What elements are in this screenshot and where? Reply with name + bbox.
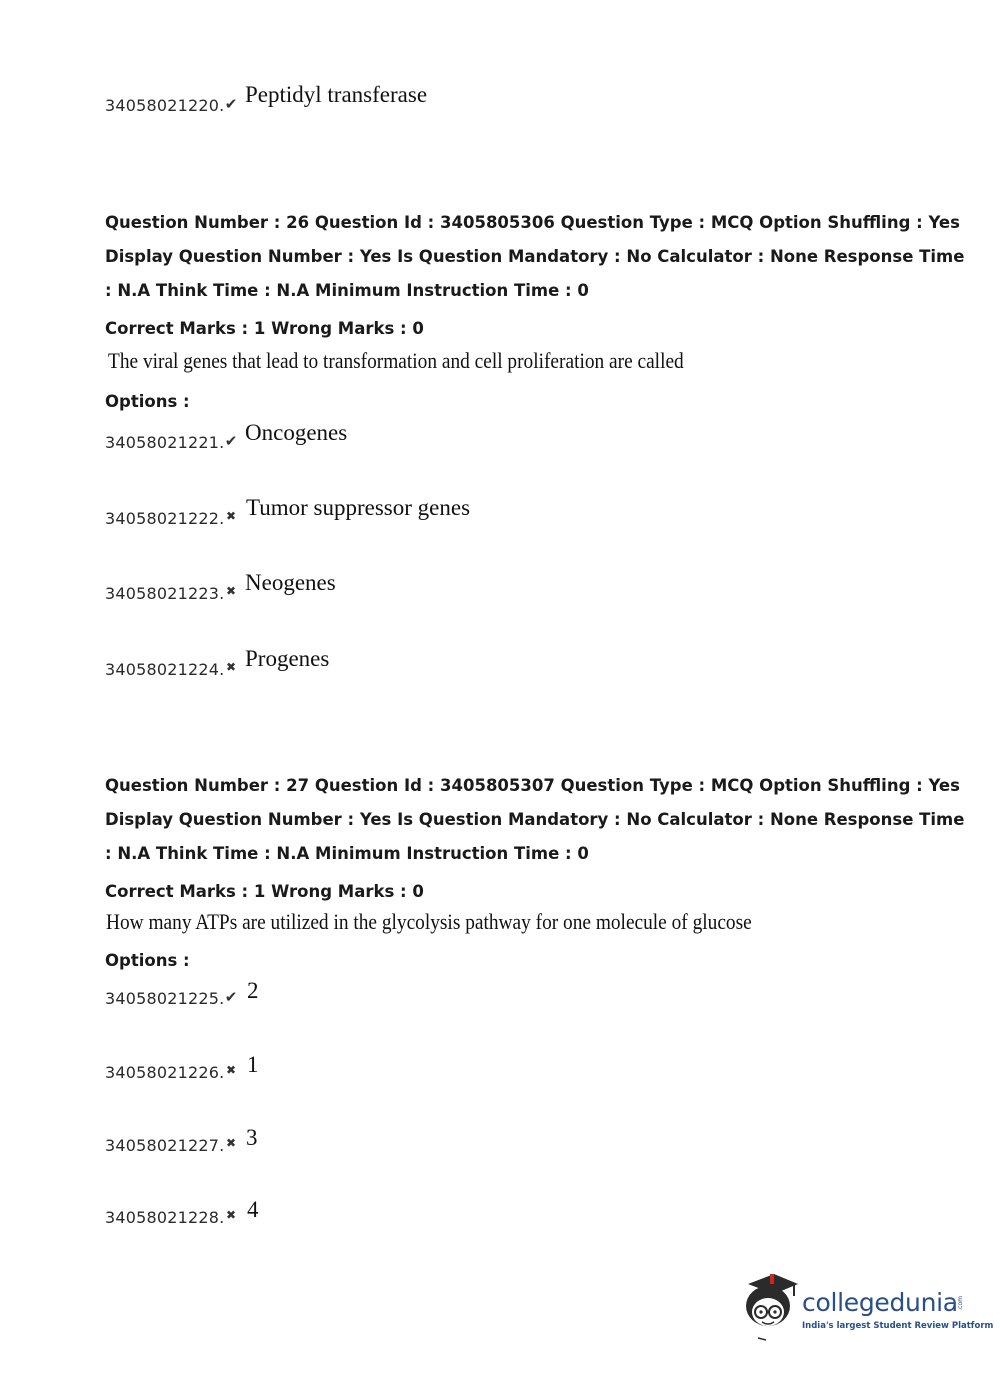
question-meta-line: : N.A Think Time : N.A Minimum Instruction Time : 0 [105,281,589,300]
option-id: 34058021223. [105,584,225,603]
options-label: Options : [105,951,190,970]
option-text: 3 [246,1125,258,1150]
question-marks: Correct Marks : 1 Wrong Marks : 0 [105,319,424,338]
question-meta-line: Display Question Number : Yes Is Question Mandatory : No Calculator : None Response Time [105,810,965,829]
option-text: Peptidyl transferase [245,82,428,107]
check-icon: ✔ [224,95,238,113]
cross-icon: ✖ [225,1063,237,1077]
logo-tagline: India's largest Student Review Platform [802,1321,994,1331]
option-id: 34058021221. [105,433,225,452]
cross-icon: ✖ [225,1208,237,1222]
collegedunia-logo [740,1270,994,1342]
options-label: Options : [105,392,190,411]
option-id: 34058021222. [105,509,225,528]
question-text: The viral genes that lead to transformation and cell proliferation are called [108,348,684,373]
check-icon: ✔ [224,988,238,1006]
option-text: 1 [247,1052,259,1077]
question-text: How many ATPs are utilized in the glycolysis pathway for one molecule of glucose [106,909,752,934]
option-id: 34058021220. [105,96,225,115]
question-marks: Correct Marks : 1 Wrong Marks : 0 [105,882,424,901]
option-text: Neogenes [245,570,336,595]
option-text: 4 [247,1197,259,1222]
mascot-icon [740,1270,800,1342]
option-text: Tumor suppressor genes [246,495,471,520]
cross-icon: ✖ [225,660,237,674]
option-id: 34058021224. [105,660,225,679]
option-id: 34058021225. [105,989,225,1008]
option-id: 34058021228. [105,1208,225,1227]
cross-icon: ✖ [225,1136,237,1150]
question-meta-line: Question Number : 27 Question Id : 3405805307 Question Type : MCQ Option Shuffling : Yes [105,776,960,795]
cross-icon: ✖ [225,509,237,523]
logo-suffix: .com [957,1296,964,1311]
logo-name: collegedunia [802,1288,958,1317]
question-meta-line: : N.A Think Time : N.A Minimum Instruction Time : 0 [105,844,589,863]
option-id: 34058021226. [105,1063,225,1082]
cross-icon: ✖ [225,584,237,598]
check-icon: ✔ [224,432,238,450]
question-meta-line: Display Question Number : Yes Is Question Mandatory : No Calculator : None Response Time [105,247,965,266]
option-text: Oncogenes [245,420,348,445]
option-text: Progenes [245,646,330,671]
option-text: 2 [247,978,259,1003]
question-meta-line: Question Number : 26 Question Id : 3405805306 Question Type : MCQ Option Shuffling : Yes [105,213,960,232]
option-id: 34058021227. [105,1136,225,1155]
